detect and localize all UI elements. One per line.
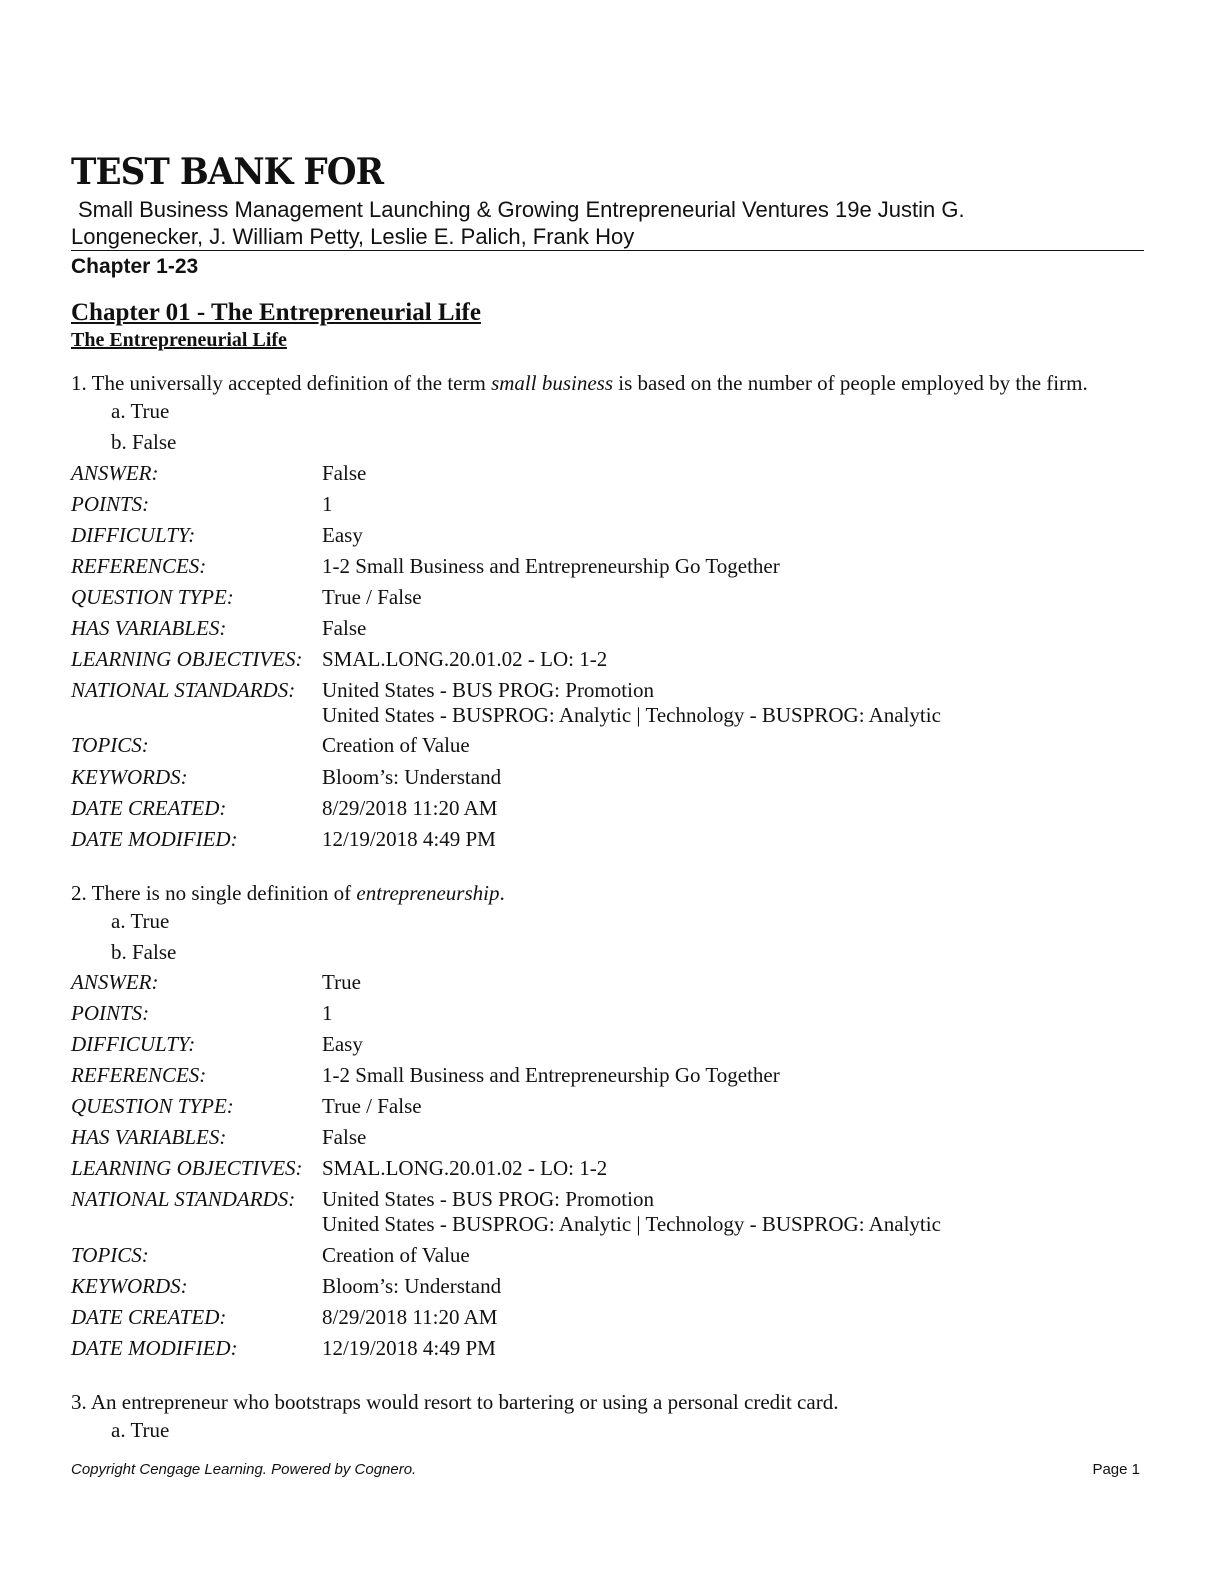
footer-page-number: Page 1	[1092, 1461, 1140, 1478]
question-3-text: 3. An entrepreneur who bootstraps would resort to bartering or using a personal credit card.	[71, 1390, 839, 1414]
question-2-text: 2. There is no single definition of entrepreneurship.	[71, 881, 505, 905]
question-1-option-a: a. True	[111, 399, 170, 423]
footer-copyright: Copyright Cengage Learning. Powered by Cognero.	[71, 1461, 417, 1478]
document-page: TEST BANK FOR Small Business Management Launching & Growing Entrepreneurial Ventures 19e Justin G. Longenecker, J. William Petty, Leslie E. Palich, Frank Hoy Chapter 1-23 Chapter 01 - The Entrepreneurial Life The Entrepreneurial Life 1. The universally accepted definition of the term small business is based on the number of people employed by the firm. a. True b. False ANSWER: False POINTS: 1 DIFFICULTY: Easy REFERENCES: 1-2 Small Business and Entrepreneurship Go Together QUESTION TYPE: True / False HAS VARIABLES: False LEARNING OBJECTIVES: SMAL.LONG.20.01.02 - LO: 1-2 NATIONAL STANDARDS: United States - BUS PROG: Promotion United States - BUSPROG: Analytic | Technology - BUSPROG: Analytic TOPICS: Creation of Value KEYWORDS: Bloom’s: Understand DATE CREATED: 8/29/2018 11:20 AM DATE MODIFIED: 12/19/2018 4:49 PM 2. There is no single definition of entrepreneurship. a. True b. False ANSWER: True POINTS: 1 DIFFICULTY: Easy REFERENCES: 1-2 Small Business and Entrepreneurship Go Together QUESTION TYPE: True / False HAS VARIABLES: False LEARNING OBJECTIVES: SMAL.LONG.20.01.02 - LO: 1-2 NATIONAL STANDARDS: United States - BUS PROG: Promotion United States - BUSPROG: Analytic | Technology - BUSPROG: Analytic TOPICS: Creation of Value KEYWORDS: Bloom’s: Understand DATE CREATED: 8/29/2018 11:20 AM DATE MODIFIED: 12/19/2018 4:49 PM 3. An entrepreneur who bootstraps would resort to bartering or using a personal credit card. a. True Copyright Cengage Learning. Powered by Cognero. Page 1	[71, 0, 1144, 1584]
section-heading: The Entrepreneurial Life	[71, 329, 287, 351]
book-title-line-2: Longenecker, J. William Petty, Leslie E. Palich, Frank Hoy	[71, 224, 635, 249]
question-2-option-a: a. True	[111, 909, 170, 933]
question-3-option-a: a. True	[111, 1418, 170, 1442]
header-rule	[71, 250, 1144, 251]
chapter-heading: Chapter 01 - The Entrepreneurial Life	[71, 299, 481, 326]
test-bank-title: TEST BANK FOR	[71, 151, 384, 193]
question-2-option-b: b. False	[111, 940, 177, 964]
book-title	[71, 196, 1144, 250]
chapter-range: Chapter 1-23	[71, 255, 199, 278]
question-1-option-b: b. False	[111, 430, 177, 454]
question-1-text: 1. The universally accepted definition of the term small business is based on the number of people employed by the firm.	[71, 371, 1088, 395]
book-title-line-1: Small Business Management Launching & Growing Entrepreneurial Ventures 19e Justin G.	[78, 197, 965, 222]
